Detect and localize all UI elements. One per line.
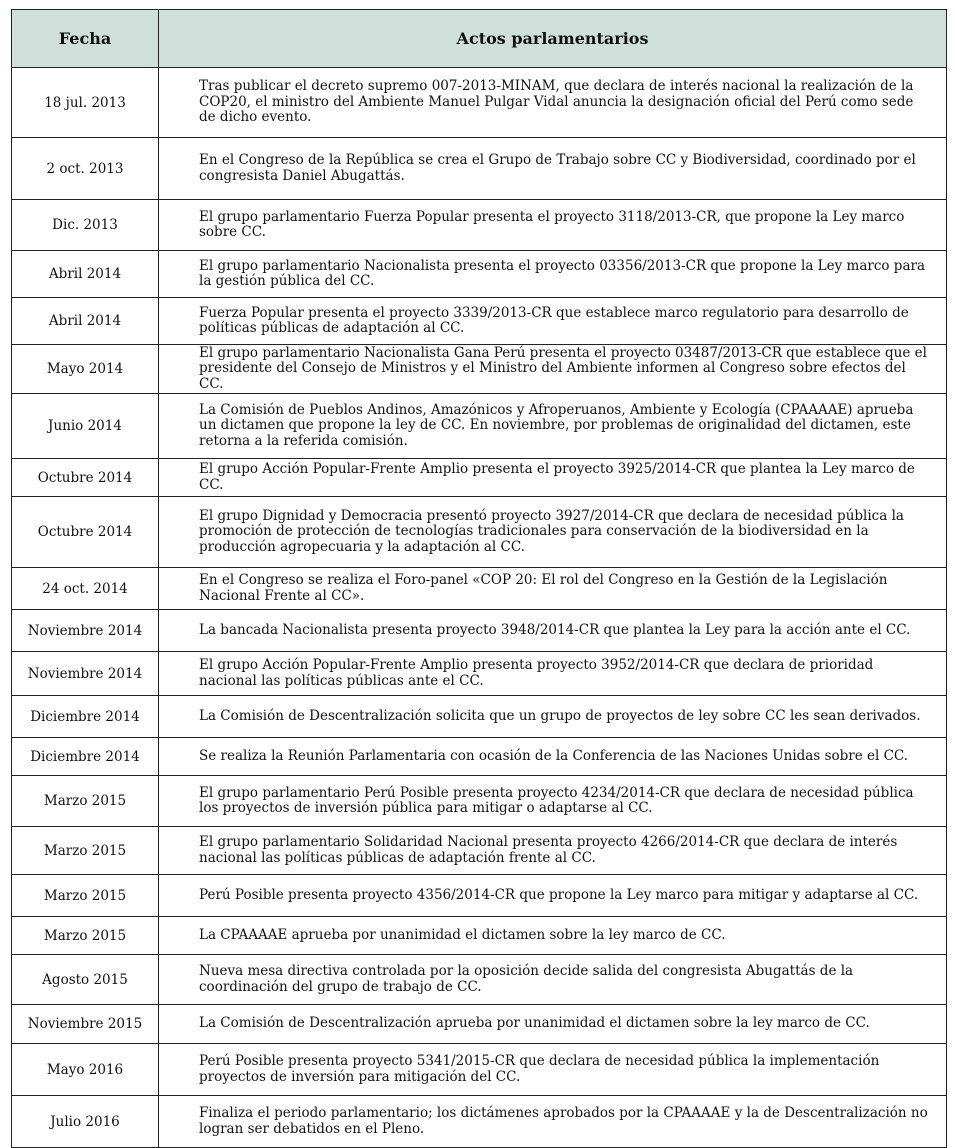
row-act-description: El grupo Acción Popular-Frente Amplio presenta el proyecto 3925/2014-CR que plantea la Ley marco de CC. xyxy=(159,459,947,497)
table-row xyxy=(12,738,947,776)
table-row xyxy=(12,827,947,875)
column-header-acts: Actos parlamentarios xyxy=(159,10,947,68)
table-row xyxy=(12,875,947,917)
row-act-description: Finaliza el periodo parlamentario; los dictámenes aprobados por la CPAAAAE y la de Descentralización no logran ser debatidos en el Pleno. xyxy=(159,1096,947,1148)
table-row xyxy=(12,200,947,251)
row-act-description: En el Congreso de la República se crea el Grupo de Trabajo sobre CC y Biodiversidad, coordinado por el congresista Daniel Abugattás. xyxy=(159,138,947,200)
row-act-description: La Comisión de Descentralización aprueba por unanimidad el dictamen sobre la ley marco de CC. xyxy=(159,1005,947,1044)
row-date: Marzo 2015 xyxy=(12,917,159,955)
row-act-description: La Comisión de Descentralización solicita que un grupo de proyectos de ley sobre CC les sean derivados. xyxy=(159,696,947,738)
row-act-description: Tras publicar el decreto supremo 007-2013-MINAM, que declara de interés nacional la realización de la COP20, el ministro del Ambiente Manuel Pulgar Vidal anuncia la designación oficial del Perú como sede de dicho evento. xyxy=(159,68,947,138)
table-row xyxy=(12,345,947,394)
table-header-row xyxy=(12,10,947,68)
row-date: Abril 2014 xyxy=(12,298,159,345)
table-row xyxy=(12,652,947,696)
row-act-description: Nueva mesa directiva controlada por la oposición decide salida del congresista Abugattás de la coordinación del grupo de trabajo de CC. xyxy=(159,955,947,1005)
table-row xyxy=(12,568,947,610)
row-date: Mayo 2016 xyxy=(12,1044,159,1096)
table-row xyxy=(12,497,947,568)
table-row xyxy=(12,459,947,497)
row-date: Noviembre 2015 xyxy=(12,1005,159,1044)
row-act-description: La bancada Nacionalista presenta proyecto 3948/2014-CR que plantea la Ley para la acción ante el CC. xyxy=(159,610,947,652)
row-date: Noviembre 2014 xyxy=(12,610,159,652)
table-row xyxy=(12,394,947,459)
row-act-description: La CPAAAAE aprueba por unanimidad el dictamen sobre la ley marco de CC. xyxy=(159,917,947,955)
column-header-date: Fecha xyxy=(12,10,159,68)
row-date: Octubre 2014 xyxy=(12,459,159,497)
row-act-description: La Comisión de Pueblos Andinos, Amazónicos y Afroperuanos, Ambiente y Ecología (CPAAAAE) aprueba un dictamen que propone la ley de CC. En noviembre, por problemas de originalidad del dictamen, este retorna a la referida comisión. xyxy=(159,394,947,459)
table-row xyxy=(12,610,947,652)
parliamentary-acts-table xyxy=(11,9,947,1148)
row-date: Marzo 2015 xyxy=(12,875,159,917)
row-date: Octubre 2014 xyxy=(12,497,159,568)
table-row xyxy=(12,68,947,138)
table-row xyxy=(12,1005,947,1044)
row-date: Diciembre 2014 xyxy=(12,738,159,776)
row-date: Marzo 2015 xyxy=(12,827,159,875)
row-date: 24 oct. 2014 xyxy=(12,568,159,610)
table-row xyxy=(12,917,947,955)
row-date: Marzo 2015 xyxy=(12,776,159,827)
table-row xyxy=(12,298,947,345)
row-date: 2 oct. 2013 xyxy=(12,138,159,200)
row-act-description: En el Congreso se realiza el Foro-panel «COP 20: El rol del Congreso en la Gestión de la Legislación Nacional Frente al CC». xyxy=(159,568,947,610)
row-act-description: Se realiza la Reunión Parlamentaria con ocasión de la Conferencia de las Naciones Unidas sobre el CC. xyxy=(159,738,947,776)
row-act-description: El grupo Acción Popular-Frente Amplio presenta proyecto 3952/2014-CR que declara de prioridad nacional las políticas públicas ante el CC. xyxy=(159,652,947,696)
row-date: 18 jul. 2013 xyxy=(12,68,159,138)
table-row xyxy=(12,251,947,298)
row-act-description: Fuerza Popular presenta el proyecto 3339/2013-CR que establece marco regulatorio para desarrollo de políticas públicas de adaptación al CC. xyxy=(159,298,947,345)
table-row xyxy=(12,955,947,1005)
row-act-description: El grupo Dignidad y Democracia presentó proyecto 3927/2014-CR que declara de necesidad pública la promoción de protección de tecnologías tradicionales para conservación de la biodiversidad en la producción agropecuaria y la adaptación al CC. xyxy=(159,497,947,568)
row-act-description: El grupo parlamentario Nacionalista Gana Perú presenta el proyecto 03487/2013-CR que establece que el presidente del Consejo de Ministros y el Ministro del Ambiente informen al Congreso sobre efectos del CC. xyxy=(159,345,947,394)
row-date: Diciembre 2014 xyxy=(12,696,159,738)
table-row xyxy=(12,696,947,738)
table-row xyxy=(12,776,947,827)
row-date: Noviembre 2014 xyxy=(12,652,159,696)
row-date: Julio 2016 xyxy=(12,1096,159,1148)
row-date: Mayo 2014 xyxy=(12,345,159,394)
table-row xyxy=(12,1044,947,1096)
row-act-description: El grupo parlamentario Perú Posible presenta proyecto 4234/2014-CR que declara de necesidad pública los proyectos de inversión pública para mitigar o adaptarse al CC. xyxy=(159,776,947,827)
table-body xyxy=(12,68,947,1148)
row-date: Dic. 2013 xyxy=(12,200,159,251)
row-act-description: El grupo parlamentario Solidaridad Nacional presenta proyecto 4266/2014-CR que declara de interés nacional las políticas públicas de adaptación frente al CC. xyxy=(159,827,947,875)
table-row xyxy=(12,138,947,200)
row-act-description: Perú Posible presenta proyecto 4356/2014-CR que propone la Ley marco para mitigar y adaptarse al CC. xyxy=(159,875,947,917)
row-date: Abril 2014 xyxy=(12,251,159,298)
row-act-description: El grupo parlamentario Fuerza Popular presenta el proyecto 3118/2013-CR, que propone la Ley marco sobre CC. xyxy=(159,200,947,251)
row-act-description: El grupo parlamentario Nacionalista presenta el proyecto 03356/2013-CR que propone la Ley marco para la gestión pública del CC. xyxy=(159,251,947,298)
table-row xyxy=(12,1096,947,1148)
row-act-description: Perú Posible presenta proyecto 5341/2015-CR que declara de necesidad pública la implementación proyectos de inversión para mitigación del CC. xyxy=(159,1044,947,1096)
row-date: Junio 2014 xyxy=(12,394,159,459)
row-date: Agosto 2015 xyxy=(12,955,159,1005)
